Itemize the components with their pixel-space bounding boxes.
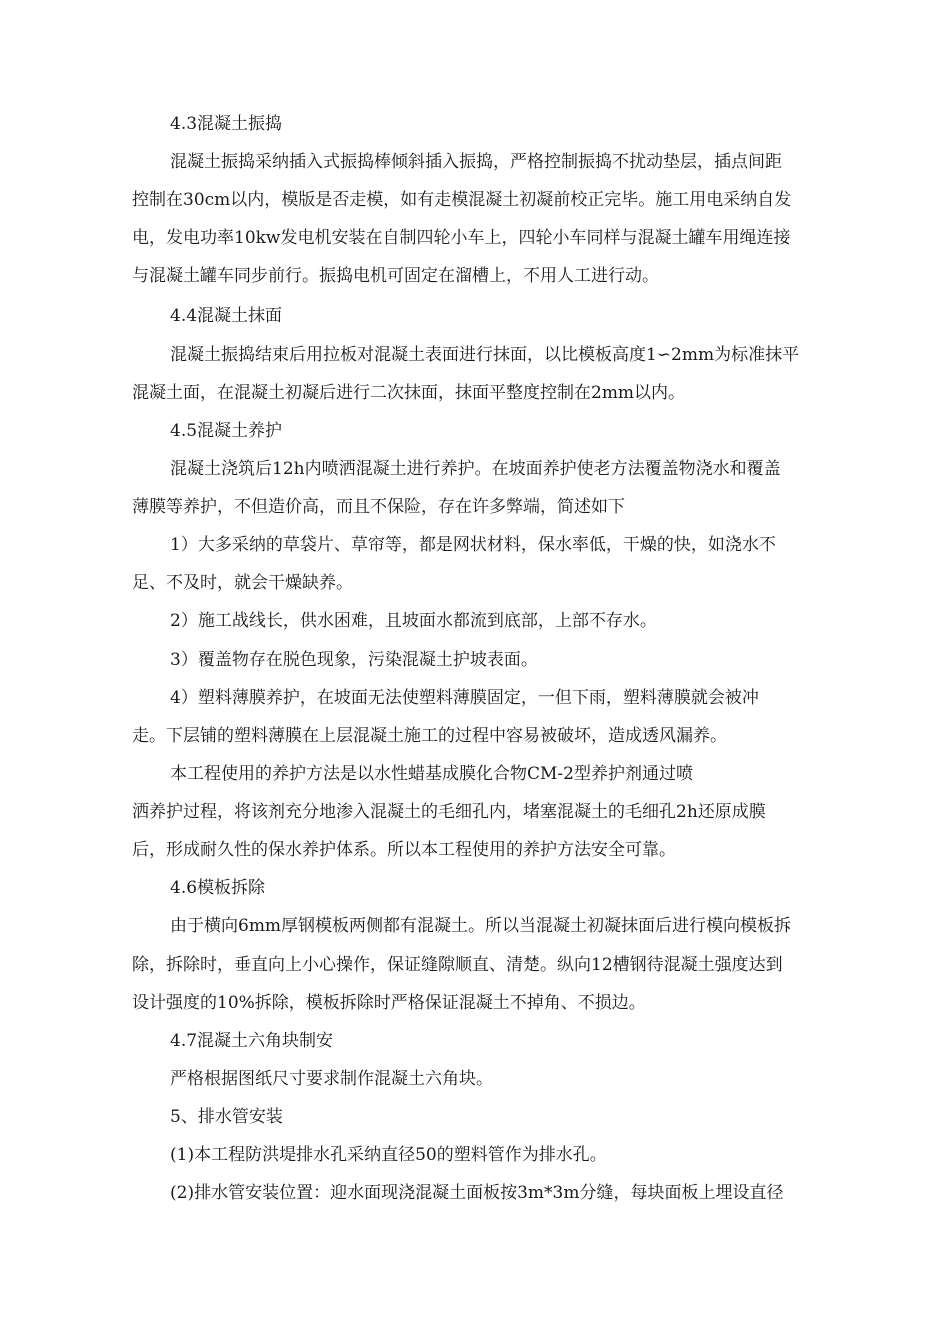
paragraph-line: 后，形成耐久性的保水养护体系。所以本工程使用的养护方法安全可靠。 — [132, 840, 676, 860]
paragraph-line: 本工程使用的养护方法是以水性蜡基成膜化合物CM-2型养护剂通过喷 — [170, 764, 693, 784]
paragraph-line: 混凝土振捣采纳插入式振捣棒倾斜插入振捣，严格控制振捣不扰动垫层，插点间距 — [170, 152, 782, 172]
paragraph-line: 混凝土振捣结束后用拉板对混凝土表面进行抹面，以比模板高度1∽2mm为标准抹平 — [170, 345, 800, 365]
paragraph-line: 设计强度的10%拆除，模板拆除时严格保证混凝土不掉角、不损边。 — [132, 993, 646, 1013]
paragraph-line: 与混凝土罐车同步前行。振捣电机可固定在溜槽上，不用人工进行动。 — [132, 266, 659, 286]
list-item: 4）塑料薄膜养护，在坡面无法使塑料薄膜固定，一但下雨，塑料薄膜就会被冲 — [170, 688, 759, 708]
section-heading: 4.5混凝土养护 — [170, 421, 283, 441]
list-item: 1）大多采纳的草袋片、草帘等，都是网状材料，保水率低，干燥的快，如浇水不 — [170, 535, 776, 555]
list-item: (1)本工程防洪堤排水孔采纳直径50的塑料管作为排水孔。 — [170, 1145, 607, 1165]
paragraph-line: 严格根据图纸尺寸要求制作混凝土六角块。 — [170, 1069, 493, 1089]
section-heading: 4.6模板拆除 — [170, 878, 266, 898]
list-item: 3）覆盖物存在脱色现象，污染混凝土护坡表面。 — [170, 650, 538, 670]
section-heading: 4.4混凝土抹面 — [170, 306, 283, 326]
paragraph-line: 控制在30cm以内，模版是否走模，如有走模混凝土初凝前校正完毕。施工用电采纳自发 — [132, 190, 792, 210]
paragraph-line: 薄膜等养护，不但造价高，而且不保险，存在许多弊端，简述如下 — [132, 497, 625, 517]
list-item: 走。下层铺的塑料薄膜在上层混凝土施工的过程中容易被破坏，造成透风漏养。 — [132, 726, 727, 746]
paragraph-line: 混凝土面，在混凝土初凝后进行二次抹面，抹面平整度控制在2mm以内。 — [132, 383, 686, 403]
paragraph-line: 除，拆除时，垂直向上小心操作，保证缝隙顺直、清楚。纵向12槽钢待混凝土强度达到 — [132, 955, 783, 975]
list-item: 足、不及时，就会干燥缺养。 — [132, 573, 353, 593]
section-heading: 5、排水管安装 — [170, 1107, 283, 1127]
paragraph-line: 混凝土浇筑后12h内喷洒混凝土进行养护。在坡面养护使老方法覆盖物浇水和覆盖 — [170, 459, 781, 479]
section-heading: 4.7混凝土六角块制安 — [170, 1031, 334, 1051]
section-heading: 4.3混凝土振捣 — [170, 114, 283, 134]
paragraph-line: 电，发电功率10kw发电机安装在自制四轮小车上，四轮小车同样与混凝土罐车用绳连接 — [132, 228, 791, 248]
paragraph-line: 由于横向6mm厚钢模板两侧都有混凝土。所以当混凝土初凝抹面后进行模向模板拆 — [170, 916, 792, 936]
list-item: 2）施工战线长，供水困难，且坡面水都流到底部，上部不存水。 — [170, 611, 657, 631]
paragraph-line: 洒养护过程，将该剂充分地渗入混凝土的毛细孔内，堵塞混凝土的毛细孔2h还原成膜 — [132, 802, 766, 822]
list-item: (2)排水管安装位置：迎水面现浇混凝土面板按3m*3m分缝，每块面板上埋设直径 — [170, 1183, 784, 1203]
